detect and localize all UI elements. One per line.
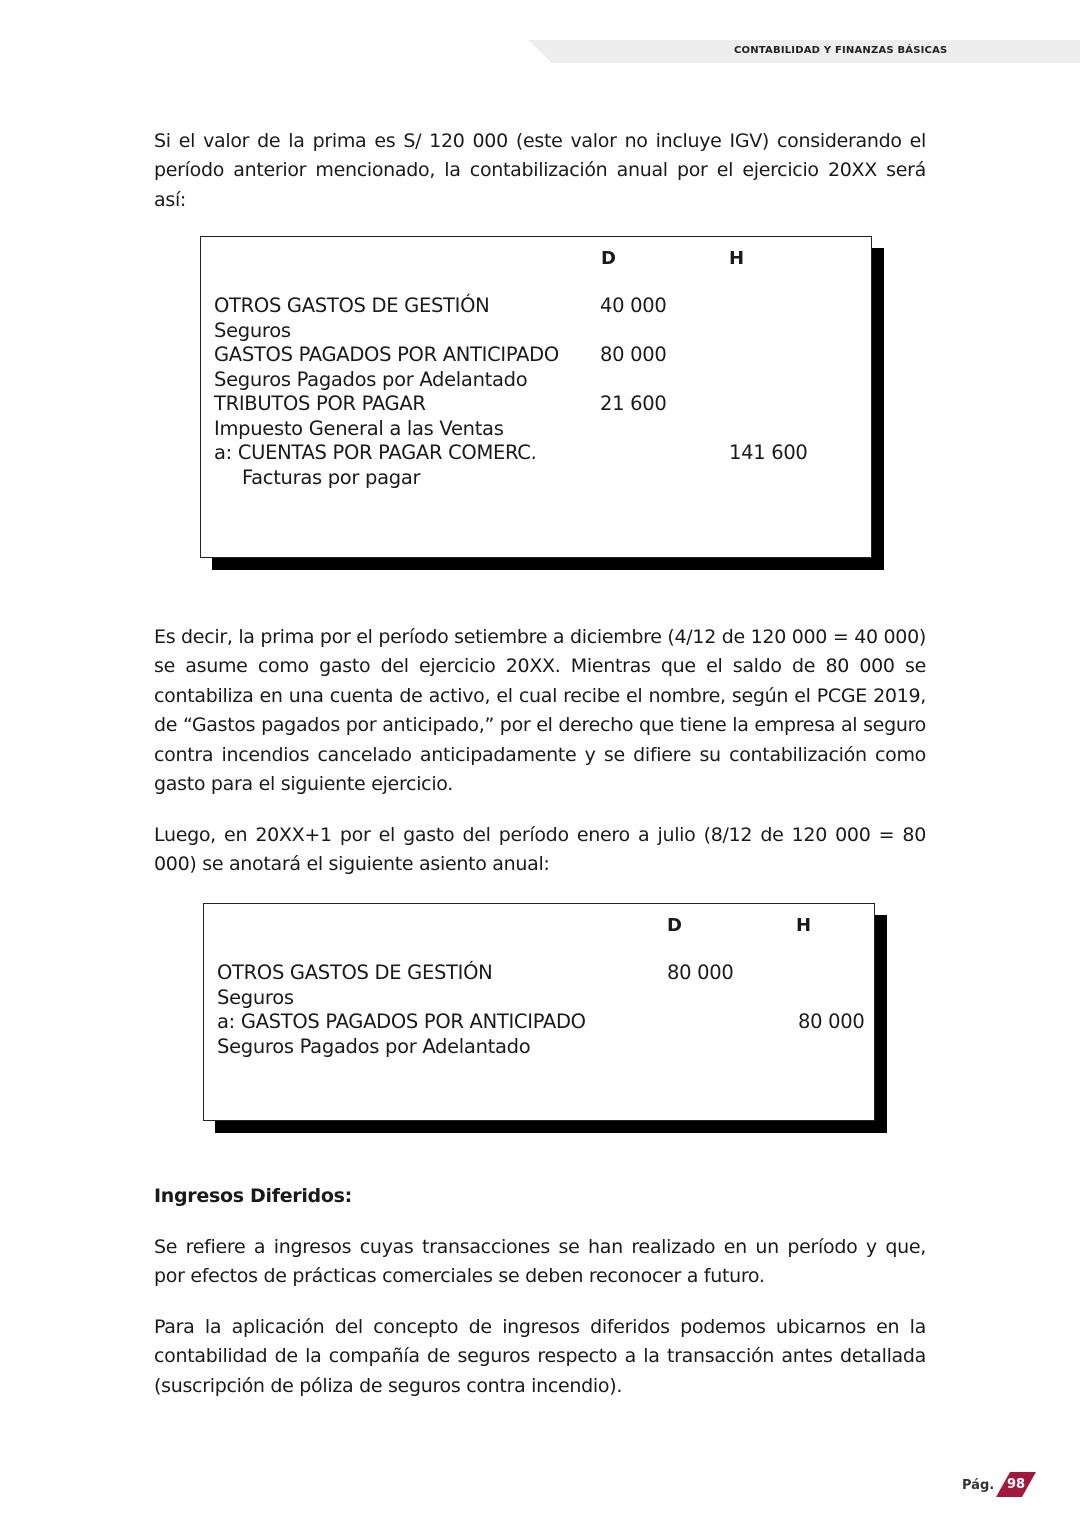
entry-row-debit: 40 000 (600, 294, 667, 317)
application-paragraph: Para la aplicación del concepto de ingresos diferidos podemos ubicarnos en la contabilidad de la compañía de seguros respecto a la transacción antes detallada (suscripción de póliza de seguros contra incendio). (154, 1316, 926, 1397)
entry-row-account: Impuesto General a las Ventas (214, 417, 504, 440)
debit-column-header: D (667, 915, 682, 936)
page-number: 98 (1006, 1477, 1026, 1492)
credit-column-header: H (796, 915, 811, 936)
entry-row-debit: 21 600 (600, 392, 667, 415)
entry-row-account: GASTOS PAGADOS POR ANTICIPADO (214, 343, 559, 366)
explanation-paragraph: Es decir, la prima por el período setiembre a diciembre (4/12 de 120 000 = 40 000) se asume como gasto del ejercicio 20XX. Mientras que el saldo de 80 000 se contabiliza en una cuenta de activo, el cual recibe el nombre, según el PCGE 2019, de “Gastos pagados por anticipado,” por el derecho que tiene la empresa al seguro contra incendios cancelado anticipadamente y se difiere su contabilización como gasto para el siguiente ejercicio. (154, 626, 926, 796)
entry-row-credit: 141 600 (729, 441, 808, 464)
intro-paragraph: Si el valor de la prima es S/ 120 000 (este valor no incluye IGV) considerando el período anterior mencionado, la contabilización anual por el ejercicio 20XX será así: (154, 130, 926, 211)
definition-paragraph: Se refiere a ingresos cuyas transacciones se han realizado en un período y que, por efectos de prácticas comerciales se deben reconocer a futuro. (154, 1236, 926, 1288)
entry-row-debit: 80 000 (667, 961, 734, 984)
entry-row-account: Facturas por pagar (242, 466, 421, 489)
journal-entry-2 (203, 903, 875, 1121)
entry-row-account: TRIBUTOS POR PAGAR (214, 392, 426, 415)
debit-column-header: D (601, 248, 616, 269)
entry-row-account: OTROS GASTOS DE GESTIÓN (214, 294, 490, 317)
section-heading: Ingresos Diferidos: (154, 1185, 352, 1207)
entry-row-account: a: GASTOS PAGADOS POR ANTICIPADO (217, 1010, 586, 1033)
entry-row-credit: 80 000 (798, 1010, 865, 1033)
page-label: Pág. (962, 1478, 995, 1493)
next-year-paragraph: Luego, en 20XX+1 por el gasto del período enero a julio (8/12 de 120 000 = 80 000) se anotará el siguiente asiento anual: (154, 824, 926, 876)
entry-row-account: a: CUENTAS POR PAGAR COMERC. (214, 441, 537, 464)
running-header-title: CONTABILIDAD Y FINANZAS BÁSICAS (734, 45, 948, 56)
journal-entry-1 (200, 236, 872, 558)
entry-row-account: Seguros Pagados por Adelantado (214, 368, 528, 391)
entry-row-account: Seguros (214, 319, 291, 342)
entry-row-account: OTROS GASTOS DE GESTIÓN (217, 961, 493, 984)
entry-row-account: Seguros Pagados por Adelantado (217, 1035, 531, 1058)
entry-row-debit: 80 000 (600, 343, 667, 366)
entry-row-account: Seguros (217, 986, 294, 1009)
credit-column-header: H (729, 248, 744, 269)
